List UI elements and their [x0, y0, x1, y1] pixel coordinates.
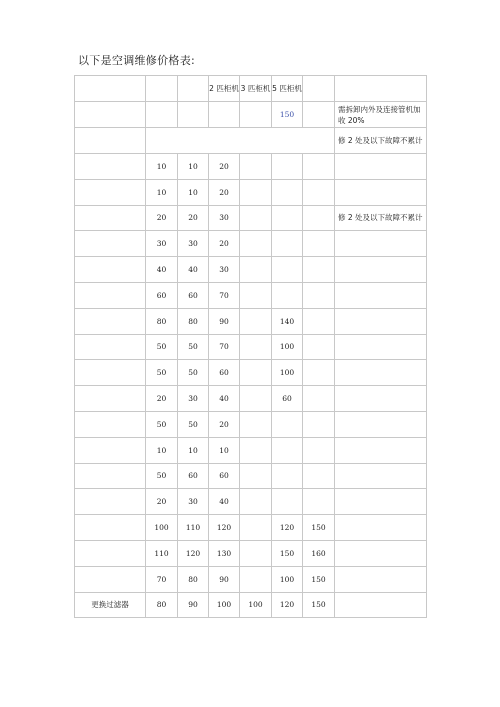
price-cell: 20: [146, 205, 178, 231]
price-cell: [303, 411, 335, 437]
note-cell: [335, 540, 427, 566]
item-name-cell: [75, 540, 146, 566]
price-cell: [240, 308, 272, 334]
price-cell: [272, 411, 303, 437]
note-cell: [335, 308, 427, 334]
header-cell: [335, 76, 427, 102]
item-name-cell: [75, 179, 146, 205]
item-name-cell: [75, 489, 146, 515]
price-cell: [303, 386, 335, 412]
price-cell: 50: [146, 360, 178, 386]
price-cell: 30: [178, 231, 209, 257]
header-cell: [146, 76, 178, 102]
table-row: [75, 386, 427, 412]
item-name-cell: [75, 282, 146, 308]
table-row: [75, 154, 427, 180]
note-cell: [335, 360, 427, 386]
note-cell: [335, 411, 427, 437]
price-cell: 20: [146, 386, 178, 412]
price-cell: [240, 282, 272, 308]
price-cell: [240, 205, 272, 231]
note-cell: [335, 515, 427, 541]
cell: [75, 102, 146, 128]
price-cell: [303, 437, 335, 463]
price-cell: 10: [146, 179, 178, 205]
price-cell: 50: [146, 463, 178, 489]
note-cell: [335, 566, 427, 592]
price-cell: [303, 154, 335, 180]
cell-5hp: 150: [272, 102, 303, 128]
table-row: [75, 282, 427, 308]
price-cell: 60: [209, 360, 240, 386]
price-cell: [303, 308, 335, 334]
cell: [178, 102, 209, 128]
price-cell: [240, 411, 272, 437]
note-cell: [335, 386, 427, 412]
price-table: [74, 75, 427, 618]
note-cell: [335, 489, 427, 515]
item-name-cell: [75, 437, 146, 463]
table-row: [75, 231, 427, 257]
price-cell: [272, 179, 303, 205]
price-cell: 60: [209, 463, 240, 489]
header-cell: [303, 76, 335, 102]
price-cell: 70: [209, 334, 240, 360]
price-cell: 150: [303, 515, 335, 541]
price-cell: 80: [178, 566, 209, 592]
price-cell: [303, 231, 335, 257]
note-cell: [335, 282, 427, 308]
price-cell: 90: [209, 308, 240, 334]
price-cell: 110: [146, 540, 178, 566]
price-cell: [240, 386, 272, 412]
price-cell: 10: [178, 154, 209, 180]
price-cell: 20: [146, 489, 178, 515]
price-cell: [272, 282, 303, 308]
price-cell: [272, 489, 303, 515]
item-name-cell: 更换过滤器: [75, 592, 146, 618]
price-cell: 50: [178, 411, 209, 437]
price-cell: 160: [303, 540, 335, 566]
cell: [209, 102, 240, 128]
price-cell: 30: [209, 257, 240, 283]
price-cell: 30: [178, 489, 209, 515]
note-cell: 需拆卸内外及连接管机加收 20%: [335, 102, 427, 128]
item-name-cell: [75, 257, 146, 283]
price-cell: 40: [178, 257, 209, 283]
note-cell: [335, 463, 427, 489]
note-cell: [335, 334, 427, 360]
price-cell: [303, 360, 335, 386]
cell: [240, 102, 272, 128]
table-row: [75, 540, 427, 566]
price-cell: 10: [209, 437, 240, 463]
price-cell: 100: [272, 334, 303, 360]
price-cell: [272, 437, 303, 463]
item-name-cell: [75, 360, 146, 386]
note-cell: [335, 231, 427, 257]
item-name-cell: [75, 411, 146, 437]
table-row: [75, 411, 427, 437]
price-cell: [303, 463, 335, 489]
cell: [146, 102, 178, 128]
item-name-cell: [75, 231, 146, 257]
price-cell: 10: [178, 437, 209, 463]
price-cell: 60: [178, 463, 209, 489]
price-cell: [240, 566, 272, 592]
price-cell: [240, 540, 272, 566]
price-cell: 90: [178, 592, 209, 618]
price-cell: [303, 257, 335, 283]
price-cell: 40: [209, 386, 240, 412]
item-name-cell: [75, 463, 146, 489]
price-cell: 10: [146, 154, 178, 180]
price-cell: 120: [272, 515, 303, 541]
cell: [303, 102, 335, 128]
price-cell: 80: [146, 592, 178, 618]
price-cell: 70: [209, 282, 240, 308]
price-cell: 10: [178, 179, 209, 205]
note-cell: 修 2 处及以下故障不累计: [335, 205, 427, 231]
price-cell: 110: [178, 515, 209, 541]
price-cell: 100: [209, 592, 240, 618]
price-cell: 50: [146, 334, 178, 360]
price-cell: 130: [209, 540, 240, 566]
price-cell: 50: [146, 411, 178, 437]
price-cell: [272, 463, 303, 489]
price-cell: 120: [272, 592, 303, 618]
header-cell-5hp: 5 匹柜机: [272, 76, 303, 102]
table-row: [75, 128, 427, 154]
page-title: 以下是空调维修价格表:: [78, 54, 196, 67]
note-cell: 修 2 处及以下故障不累计: [335, 128, 427, 154]
price-cell: [240, 437, 272, 463]
price-cell: 80: [146, 308, 178, 334]
price-cell: 100: [240, 592, 272, 618]
price-cell: 20: [209, 179, 240, 205]
item-name-cell: [75, 386, 146, 412]
price-cell: [240, 257, 272, 283]
note-cell: [335, 257, 427, 283]
table-row: [75, 334, 427, 360]
price-cell: 150: [303, 592, 335, 618]
price-cell: 40: [209, 489, 240, 515]
price-cell: [240, 515, 272, 541]
price-cell: [240, 489, 272, 515]
price-cell: [303, 282, 335, 308]
price-cell: 60: [146, 282, 178, 308]
table-row: [75, 205, 427, 231]
header-cell: [178, 76, 209, 102]
price-cell: 20: [178, 205, 209, 231]
price-cell: [303, 205, 335, 231]
table-row: [75, 437, 427, 463]
price-cell: [240, 179, 272, 205]
price-cell: 90: [209, 566, 240, 592]
table-row: [75, 592, 427, 618]
item-name-cell: [75, 154, 146, 180]
price-cell: [240, 334, 272, 360]
price-cell: [303, 179, 335, 205]
item-name-cell: [75, 334, 146, 360]
item-name-cell: [75, 515, 146, 541]
price-cell: 150: [272, 540, 303, 566]
price-cell: 50: [178, 334, 209, 360]
price-cell: 30: [178, 386, 209, 412]
table-row: [75, 102, 427, 128]
note-cell: [335, 437, 427, 463]
price-cell: 20: [209, 154, 240, 180]
note-cell: [335, 154, 427, 180]
price-cell: 20: [209, 411, 240, 437]
item-name-cell: [75, 566, 146, 592]
merged-cell: [146, 128, 335, 154]
header-row: [75, 76, 427, 102]
price-cell: [303, 334, 335, 360]
table-row: [75, 360, 427, 386]
table-row: [75, 179, 427, 205]
price-cell: 120: [209, 515, 240, 541]
price-cell: [303, 489, 335, 515]
price-cell: 60: [178, 282, 209, 308]
price-cell: 100: [272, 360, 303, 386]
price-cell: [272, 231, 303, 257]
price-cell: 140: [272, 308, 303, 334]
price-cell: [272, 154, 303, 180]
price-cell: 30: [146, 231, 178, 257]
table-row: [75, 463, 427, 489]
table-row: [75, 515, 427, 541]
note-cell: [335, 179, 427, 205]
price-cell: 50: [178, 360, 209, 386]
price-cell: 150: [303, 566, 335, 592]
price-cell: 20: [209, 231, 240, 257]
price-cell: [240, 360, 272, 386]
price-cell: 80: [178, 308, 209, 334]
price-cell: 10: [146, 437, 178, 463]
price-cell: 60: [272, 386, 303, 412]
price-cell: 30: [209, 205, 240, 231]
header-cell: [75, 76, 146, 102]
table-row: [75, 308, 427, 334]
price-cell: [272, 205, 303, 231]
price-cell: [240, 463, 272, 489]
note-cell: [335, 592, 427, 618]
table-row: [75, 257, 427, 283]
item-name-cell: [75, 205, 146, 231]
cell: [75, 128, 146, 154]
price-cell: 100: [272, 566, 303, 592]
header-cell-2hp: 2 匹柜机: [209, 76, 240, 102]
price-cell: [240, 231, 272, 257]
price-cell: 70: [146, 566, 178, 592]
item-name-cell: [75, 308, 146, 334]
table-row: [75, 566, 427, 592]
table-row: [75, 489, 427, 515]
price-cell: 120: [178, 540, 209, 566]
price-cell: [272, 257, 303, 283]
price-cell: 40: [146, 257, 178, 283]
header-cell-3hp: 3 匹柜机: [240, 76, 272, 102]
price-cell: [240, 154, 272, 180]
price-cell: 100: [146, 515, 178, 541]
